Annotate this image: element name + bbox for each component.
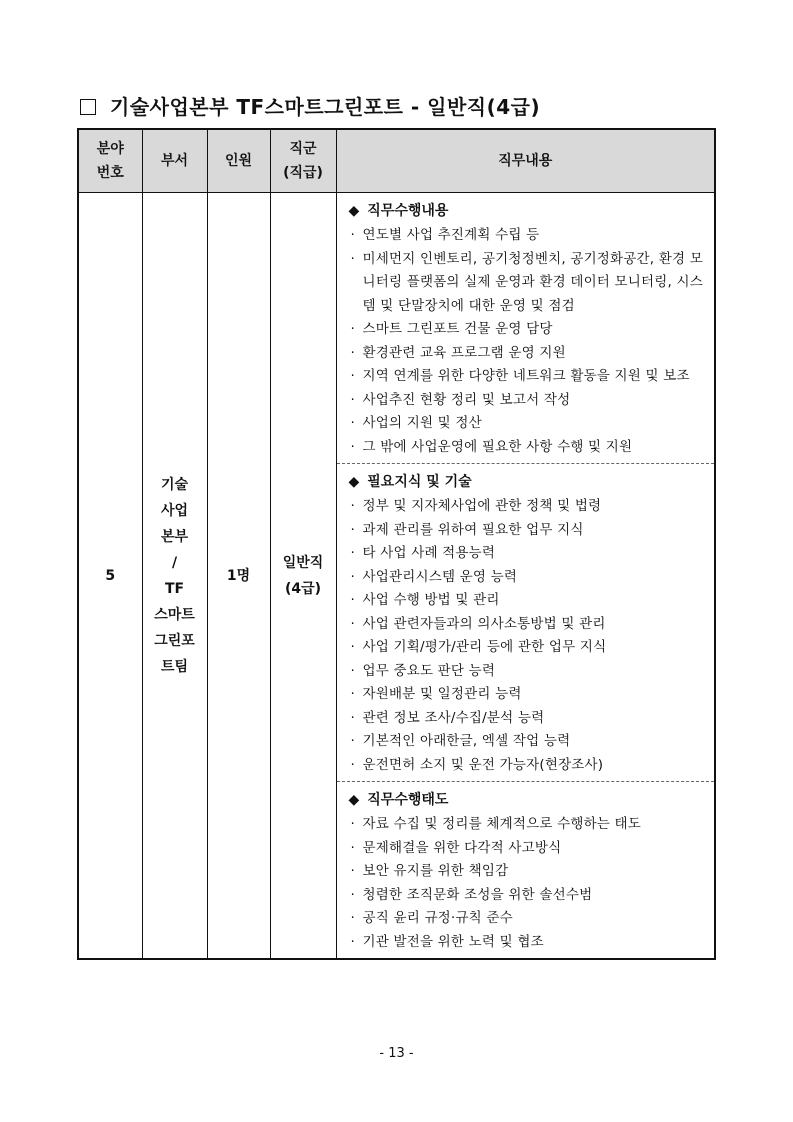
knowledge-section	[337, 463, 715, 781]
duties-section	[337, 193, 715, 463]
list-item: · 사업 기획/평가/관리 등에 관한 업무 지식	[349, 636, 707, 660]
list-item: · 업무 중요도 판단 능력	[349, 660, 707, 684]
table-row	[78, 193, 715, 960]
field-number-cell: 5	[78, 193, 142, 960]
knowledge-list	[349, 495, 707, 777]
list-item: · 타 사업 사례 적용능력	[349, 542, 707, 566]
list-item: · 사업 수행 방법 및 관리	[349, 589, 707, 613]
diamond-bullet-icon: ◆	[348, 474, 360, 490]
table-header-row	[78, 129, 715, 193]
header-job-grade: 직군 (직급)	[270, 129, 336, 193]
list-item: · 사업의 지원 및 정산	[349, 412, 707, 436]
list-item: · 자원배분 및 일정관리 능력	[349, 683, 707, 707]
list-item: · 과제 관리를 위하여 필요한 업무 지식	[349, 519, 707, 543]
list-item: · 지역 연계를 위한 다양한 네트워크 활동을 지원 및 보조	[349, 365, 707, 389]
list-item: · 사업 관련자들과의 의사소통방법 및 관리	[349, 613, 707, 637]
duties-list	[349, 224, 707, 459]
header-duties: 직무내용	[336, 129, 715, 193]
list-item: · 스마트 그린포트 건물 운영 담당	[349, 318, 707, 342]
headcount-cell: 1명	[207, 193, 270, 960]
list-item: · 보안 유지를 위한 책임감	[349, 860, 707, 884]
checkbox-square-icon	[80, 99, 96, 115]
list-item: · 정부 및 지자체사업에 관한 정책 및 법령	[349, 495, 707, 519]
list-item: · 사업관리시스템 운영 능력	[349, 566, 707, 590]
job-grade-cell: 일반직 (4급)	[270, 193, 336, 960]
list-item: · 운전면허 소지 및 운전 가능자(현장조사)	[349, 754, 707, 778]
list-item: · 공직 윤리 규정·규칙 준수	[349, 907, 707, 931]
diamond-bullet-icon: ◆	[348, 203, 360, 219]
header-department: 부서	[142, 129, 207, 193]
job-description-table	[77, 128, 716, 960]
list-item: · 기본적인 아래한글, 엑셀 작업 능력	[349, 730, 707, 754]
list-item: · 문제해결을 위한 다각적 사고방식	[349, 837, 707, 861]
duties-cell	[336, 193, 715, 960]
attitude-section	[337, 781, 715, 958]
list-item: · 미세먼지 인벤토리, 공기청정벤치, 공기정화공간, 환경 모니터링 플랫폼의 실제 운영과 환경 데이터 모니터링, 시스템 및 단말장치에 대한 운영 및 점검	[349, 248, 707, 319]
duties-section-title: ◆ 직무수행내용	[348, 203, 449, 219]
list-item: · 사업추진 현황 정리 및 보고서 작성	[349, 389, 707, 413]
list-item: · 그 밖에 사업운영에 필요한 사항 수행 및 지원	[349, 436, 707, 460]
department-cell: 기술 사업 본부 / TF 스마트 그린포 트팀	[142, 193, 207, 960]
attitude-section-title: ◆ 직무수행태도	[348, 792, 449, 808]
list-item: · 연도별 사업 추진계획 수립 등	[349, 224, 707, 248]
list-item: · 환경관련 교육 프로그램 운영 지원	[349, 342, 707, 366]
diamond-bullet-icon: ◆	[348, 792, 360, 808]
knowledge-section-title: ◆ 필요지식 및 기술	[348, 474, 472, 490]
attitude-list	[349, 813, 707, 954]
section-title	[80, 91, 540, 120]
list-item: · 관련 정보 조사/수집/분석 능력	[349, 707, 707, 731]
header-headcount: 인원	[207, 129, 270, 193]
section-title-text: 기술사업본부 TF스마트그린포트 - 일반직(4급)	[110, 95, 541, 119]
list-item: · 기관 발전을 위한 노력 및 협조	[349, 931, 707, 955]
list-item: · 자료 수집 및 정리를 체계적으로 수행하는 태도	[349, 813, 707, 837]
header-field-number: 분야 번호	[78, 129, 142, 193]
list-item: · 청렴한 조직문화 조성을 위한 솔선수범	[349, 884, 707, 908]
page-number: - 13 -	[379, 1046, 414, 1061]
